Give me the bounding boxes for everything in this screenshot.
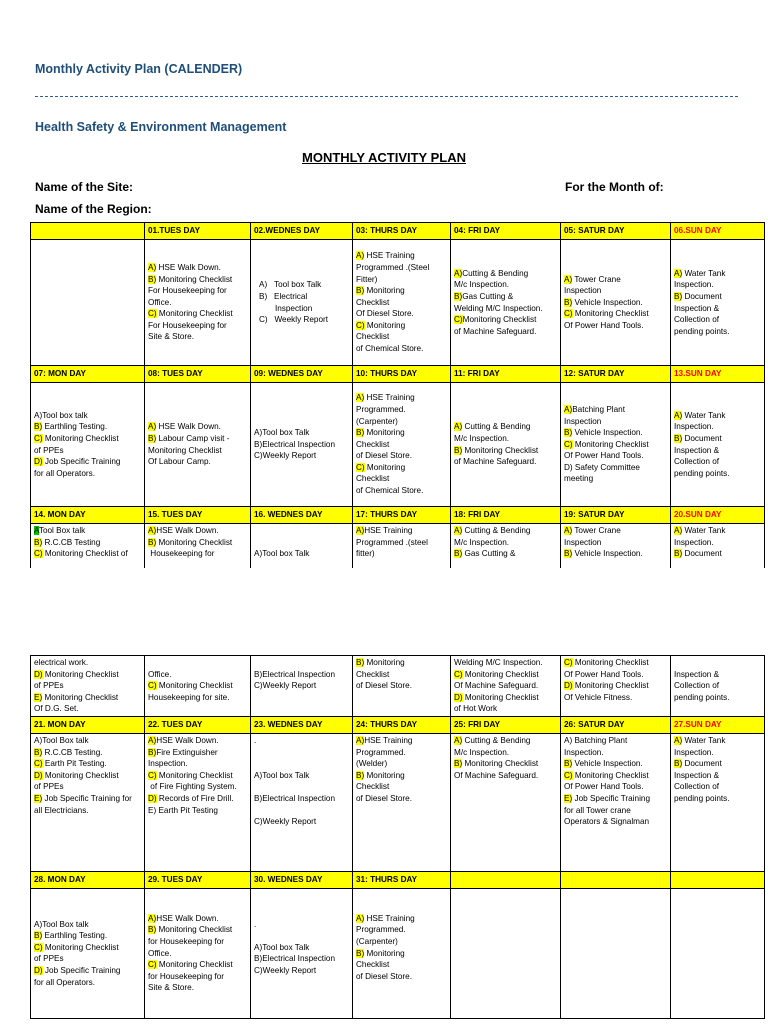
- activity-cell-empty-1: [451, 888, 561, 1018]
- activity-cell-07: A)Tool box talk B) Earthling Testing. C) Monitoring Checklist of PPEs D) Job Specific Training for all Operators.: [31, 383, 145, 507]
- calendar-table-part-1: [30, 222, 765, 568]
- month-label: For the Month of:: [565, 180, 664, 194]
- activity-cell-05: A) Tower Crane Inspection B) Vehicle Inspection. C) Monitoring Checklist Of Power Hand Tools.: [561, 240, 671, 366]
- day-header-13: 13.SUN DAY: [671, 366, 765, 383]
- day-header-09: 09: WEDNES DAY: [251, 366, 353, 383]
- day-header-22: 22. TUES DAY: [145, 716, 251, 733]
- week-4-header-row: [31, 716, 765, 733]
- day-header-04: 04: FRI DAY: [451, 223, 561, 240]
- department-heading: Health Safety & Environment Management: [35, 120, 287, 134]
- day-header-empty: [31, 223, 145, 240]
- activity-cell-16-bottom: B)Electrical Inspection C)Weekly Report: [251, 656, 353, 717]
- site-name-label: Name of the Site:: [35, 180, 134, 194]
- activity-cell-19-top: A) Tower Crane Inspection B) Vehicle Inspection.: [561, 524, 671, 569]
- activity-cell-17-bottom: B) Monitoring Checklist of Diesel Store.: [353, 656, 451, 717]
- activity-cell-30: . A)Tool box Talk B)Electrical Inspection C)Weekly Report: [251, 888, 353, 1018]
- day-header-23: 23. WEDNES DAY: [251, 716, 353, 733]
- calendar-table-part-2: [30, 655, 765, 1019]
- week-3-header-row: [31, 507, 765, 524]
- day-header-16: 16. WEDNES DAY: [251, 507, 353, 524]
- day-header-07: 07: MON DAY: [31, 366, 145, 383]
- day-header-25: 25: FRI DAY: [451, 716, 561, 733]
- week-5-header-row: [31, 871, 765, 888]
- week-3-activity-row-bottom: [31, 656, 765, 717]
- activity-cell-08: A) HSE Walk Down. B) Labour Camp visit - Monitoring Checklist Of Labour Camp.: [145, 383, 251, 507]
- day-header-31: 31: THURS DAY: [353, 871, 451, 888]
- day-header-05: 05: SATUR DAY: [561, 223, 671, 240]
- activity-cell-28: A)Tool Box talk B) Earthling Testing. C) Monitoring Checklist of PPEs D) Job Specific Training for all Operators.: [31, 888, 145, 1018]
- activity-cell-empty-2: [561, 888, 671, 1018]
- activity-cell-31: A) HSE Training Programmed. (Carpenter) B) Monitoring Checklist of Diesel Store.: [353, 888, 451, 1018]
- activity-cell-17-top: A)HSE Training Programmed .(steel fitter): [353, 524, 451, 569]
- day-header-17: 17: THURS DAY: [353, 507, 451, 524]
- activity-cell-10: A) HSE Training Programmed. (Carpenter) B) Monitoring Checklist of Diesel Store. C) Monitoring Checklist of Chemical Store.: [353, 383, 451, 507]
- day-header-19: 19: SATUR DAY: [561, 507, 671, 524]
- page-gap: [0, 568, 768, 655]
- activity-cell-09: A)Tool box Talk B)Electrical Inspection C)Weekly Report: [251, 383, 353, 507]
- activity-cell-25: A) Cutting & Bending M/c Inspection. B) Monitoring Checklist Of Machine Safeguard.: [451, 733, 561, 871]
- activity-cell-15-top: A)HSE Walk Down. B) Monitoring Checklist Housekeeping for: [145, 524, 251, 569]
- activity-cell-26: A) Batching Plant Inspection. B) Vehicle Inspection. C) Monitoring Checklist Of Power Hand Tools. E) Job Specific Training for all Tower crane Operators & Signalman: [561, 733, 671, 871]
- activity-cell-empty-3: [671, 888, 765, 1018]
- week-2-activity-row: [31, 383, 765, 507]
- week-4-activity-row: [31, 733, 765, 871]
- week-2-header-row: [31, 366, 765, 383]
- week-1-header-row: [31, 223, 765, 240]
- day-header-03: 03: THURS DAY: [353, 223, 451, 240]
- activity-cell-24: A)HSE Training Programmed. (Welder) B) Monitoring Checklist of Diesel Store.: [353, 733, 451, 871]
- activity-cell-11: A) Cutting & Bending M/c Inspection. B) Monitoring Checklist of Machine Safeguard.: [451, 383, 561, 507]
- activity-cell-15-bottom: Office. C) Monitoring Checklist Housekeeping for site.: [145, 656, 251, 717]
- document-title: Monthly Activity Plan (CALENDER): [35, 62, 243, 76]
- activity-cell-27: A) Water Tank Inspection. B) Document Inspection & Collection of pending points.: [671, 733, 765, 871]
- day-header-26: 26: SATUR DAY: [561, 716, 671, 733]
- day-header-28: 28. MON DAY: [31, 871, 145, 888]
- day-header-24: 24: THURS DAY: [353, 716, 451, 733]
- activity-cell-04: A)Cutting & Bending M/c Inspection. B)Gas Cutting & Welding M/C Inspection. C)Monitoring Checklist of Machine Safeguard.: [451, 240, 561, 366]
- dashed-divider: [35, 96, 738, 97]
- day-header-21: 21. MON DAY: [31, 716, 145, 733]
- day-header-29: 29. TUES DAY: [145, 871, 251, 888]
- activity-cell-02: A) Tool box Talk B) Electrical Inspection C) Weekly Report: [251, 240, 353, 366]
- day-header-empty-1: [451, 871, 561, 888]
- plan-title: MONTHLY ACTIVITY PLAN: [302, 150, 466, 165]
- day-header-12: 12: SATUR DAY: [561, 366, 671, 383]
- day-header-27: 27.SUN DAY: [671, 716, 765, 733]
- activity-cell-20-bottom: Inspection & Collection of pending points.: [671, 656, 765, 717]
- activity-cell-12: A)Batching Plant Inspection B) Vehicle Inspection. C) Monitoring Checklist Of Power Hand Tools. D) Safety Committee meeting: [561, 383, 671, 507]
- activity-cell-23: . A)Tool box Talk B)Electrical Inspection C)Weekly Report: [251, 733, 353, 871]
- day-header-20: 20.SUN DAY: [671, 507, 765, 524]
- activity-cell-22: A)HSE Walk Down. B)Fire Extinguisher Inspection. C) Monitoring Checklist of Fire Fighting System. D) Records of Fire Drill. E) Earth Pit Testing: [145, 733, 251, 871]
- region-name-label: Name of the Region:: [35, 202, 152, 216]
- document-page-2: [0, 655, 768, 1024]
- activity-cell-19-bottom: C) Monitoring Checklist Of Power Hand Tools. D) Monitoring Checklist Of Vehicle Fitness.: [561, 656, 671, 717]
- activity-cell-21: A)Tool Box talk B) R.C.CB Testing. C) Earth Pit Testing. D) Monitoring Checklist of PPEs E) Job Specific Training for all Electricians.: [31, 733, 145, 871]
- day-header-empty-3: [671, 871, 765, 888]
- day-header-empty-2: [561, 871, 671, 888]
- day-header-06: 06.SUN DAY: [671, 223, 765, 240]
- activity-cell-16-top: A)Tool box Talk: [251, 524, 353, 569]
- week-3-activity-row-top: [31, 524, 765, 569]
- day-header-14: 14. MON DAY: [31, 507, 145, 524]
- activity-cell-18-top: A) Cutting & Bending M/c Inspection. B) Gas Cutting &: [451, 524, 561, 569]
- activity-cell-01: A) HSE Walk Down. B) Monitoring Checklist For Housekeeping for Office. C) Monitoring Checklist For Housekeeping for Site & Store.: [145, 240, 251, 366]
- week-5-activity-row: [31, 888, 765, 1018]
- day-header-02: 02.WEDNES DAY: [251, 223, 353, 240]
- activity-cell-18-bottom: Welding M/C Inspection. C) Monitoring Checklist Of Machine Safeguard. D) Monitoring Checklist of Hot Work: [451, 656, 561, 717]
- day-header-11: 11: FRI DAY: [451, 366, 561, 383]
- activity-cell-14-bottom: electrical work. D) Monitoring Checklist of PPEs E) Monitoring Checklist Of D.G. Set.: [31, 656, 145, 717]
- activity-cell-29: A)HSE Walk Down. B) Monitoring Checklist for Housekeeping for Office. C) Monitoring Checklist for Housekeeping for Site & Store.: [145, 888, 251, 1018]
- activity-cell-empty: [31, 240, 145, 366]
- activity-cell-14-top: ATool Box talk B) R.C.CB Testing C) Monitoring Checklist of: [31, 524, 145, 569]
- week-1-activity-row: [31, 240, 765, 366]
- activity-cell-13: A) Water Tank Inspection. B) Document Inspection & Collection of pending points.: [671, 383, 765, 507]
- activity-cell-06: A) Water Tank Inspection. B) Document Inspection & Collection of pending points.: [671, 240, 765, 366]
- day-header-15: 15. TUES DAY: [145, 507, 251, 524]
- day-header-08: 08: TUES DAY: [145, 366, 251, 383]
- day-header-01: 01.TUES DAY: [145, 223, 251, 240]
- activity-cell-20-top: A) Water Tank Inspection. B) Document: [671, 524, 765, 569]
- day-header-18: 18: FRI DAY: [451, 507, 561, 524]
- activity-cell-03: A) HSE Training Programmed .(Steel Fitter) B) Monitoring Checklist Of Diesel Store. C) Monitoring Checklist of Chemical Store.: [353, 240, 451, 366]
- day-header-30: 30. WEDNES DAY: [251, 871, 353, 888]
- day-header-10: 10: THURS DAY: [353, 366, 451, 383]
